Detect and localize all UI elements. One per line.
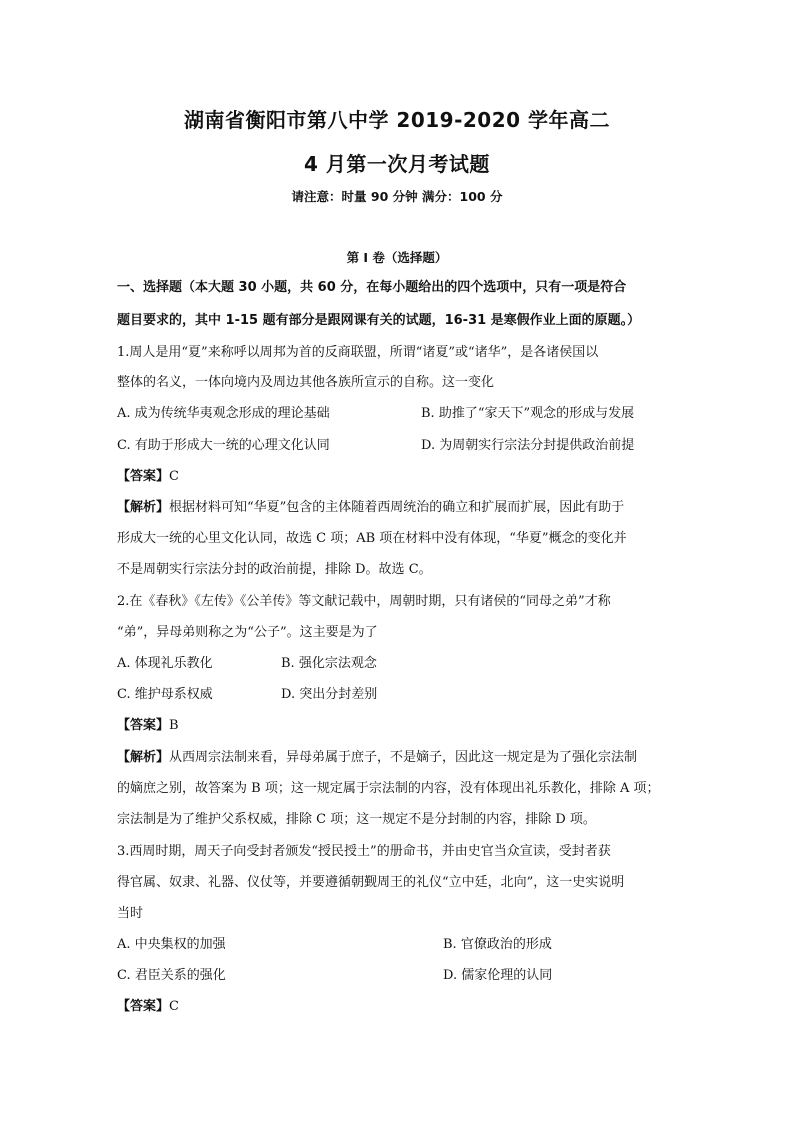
q3-option-c: C. 君臣关系的强化 [117, 968, 226, 983]
instructions-line2: 题目要求的，其中 1-15 题有部分是跟网课有关的试题，16-31 是寒假作业上面的原题。） [117, 313, 641, 328]
q1-analysis-text1: 根据材料可知“华夏”包含的主体随着西周统治的确立和扩展而扩展，因此有助于 [169, 500, 625, 515]
q2-option-b: B. 强化宗法观念 [281, 656, 377, 671]
q1-option-c: C. 有助于形成大一统的心理文化认同 [117, 438, 330, 453]
q1-option-d: D. 为周朝实行宗法分封提供政治前提 [421, 438, 635, 453]
q1-answer [117, 467, 682, 487]
q1-answer-value: C [169, 469, 179, 484]
q2-analysis-text1: 从西周宗法制来看，异母弟属于庶子，不是嫡子，因此这一规定是为了强化宗法制 [169, 750, 638, 765]
q1-stem-line1: 1.周人是用“夏”来称呼以周邦为首的反商联盟，所谓“诸夏”或“诸华”，是各诸侯国以 [117, 345, 599, 360]
q1-stem-line2: 整体的名义，一体向境内及周边其他各族所宣示的自称。这一变化 [117, 375, 495, 390]
q2-option-d: D. 突出分封差别 [281, 687, 378, 702]
q2-option-a: A. 体现礼乐教化 [117, 656, 213, 671]
q2-analysis-line3: 宗法制是为了维护父系权威，排除 C 项；这一规定不是分封制的内容，排除 D 项。 [117, 812, 596, 827]
q3-stem-line2: 得官属、奴隶、礼器、仪仗等，并要遵循朝觐周王的礼仪“立中廷，北向”，这一史实说明 [117, 875, 625, 890]
q3-option-a: A. 中央集权的加强 [117, 937, 226, 952]
q3-answer-tag: 【答案】 [117, 999, 170, 1014]
q2-analysis-tag: 【解析】 [117, 750, 170, 765]
q3-answer-value: C [169, 999, 179, 1014]
q3-stem-line1: 3.西周时期，周天子向受封者颁发“授民授土”的册命书，并由史官当众宣读，受封者获 [117, 844, 611, 859]
q2-option-c: C. 维护母系权威 [117, 687, 213, 702]
q1-analysis-line3: 不是周朝实行宗法分封的政治前提，排除 D。故选 C。 [117, 562, 432, 577]
q2-analysis-line1 [117, 748, 682, 768]
exam-title-line2: 4 月第一次月考试题 [304, 152, 490, 176]
q2-stem-line2: “弟”，异母弟则称之为“公子”。这主要是为了 [117, 625, 378, 640]
q1-option-b: B. 助推了“家天下”观念的形成与发展 [421, 406, 635, 421]
q2-stem-line1: 2.在《春秋》《左传》《公羊传》等文献记载中，周朝时期，只有诸侯的“同母之弟”才称 [117, 594, 611, 609]
q2-analysis-line2: 的嫡庶之别，故答案为 B 项；这一规定属于宗法制的内容，没有体现出礼乐教化，排除 A 项； [117, 781, 660, 796]
q2-answer-value: B [169, 718, 179, 733]
q1-option-a: A. 成为传统华夷观念形成的理论基础 [117, 406, 330, 421]
q3-answer [117, 997, 682, 1017]
q1-answer-tag: 【答案】 [117, 469, 170, 484]
q1-analysis-tag: 【解析】 [117, 500, 170, 515]
section-title: 第 I 卷（选择题） [346, 250, 448, 265]
q2-answer [117, 716, 682, 736]
q3-option-b: B. 官僚政治的形成 [443, 937, 552, 952]
instructions-line1: 一、选择题（本大题 30 小题，共 60 分，在每小题给出的四个选项中，只有一项是符合 [117, 280, 627, 295]
q3-option-d: D. 儒家伦理的认同 [443, 968, 553, 983]
q3-stem-line3: 当时 [117, 906, 144, 921]
exam-title-line1: 湖南省衡阳市第八中学 2019-2020 学年高二 [183, 108, 611, 132]
q1-analysis-line1 [117, 498, 682, 518]
exam-notice: 请注意：时量 90 分钟 满分：100 分 [291, 189, 503, 204]
q1-analysis-line2: 形成大一统的心里文化认同，故选 C 项；AB 项在材料中没有体现，“华夏”概念的变化并 [117, 531, 627, 546]
q2-answer-tag: 【答案】 [117, 718, 170, 733]
